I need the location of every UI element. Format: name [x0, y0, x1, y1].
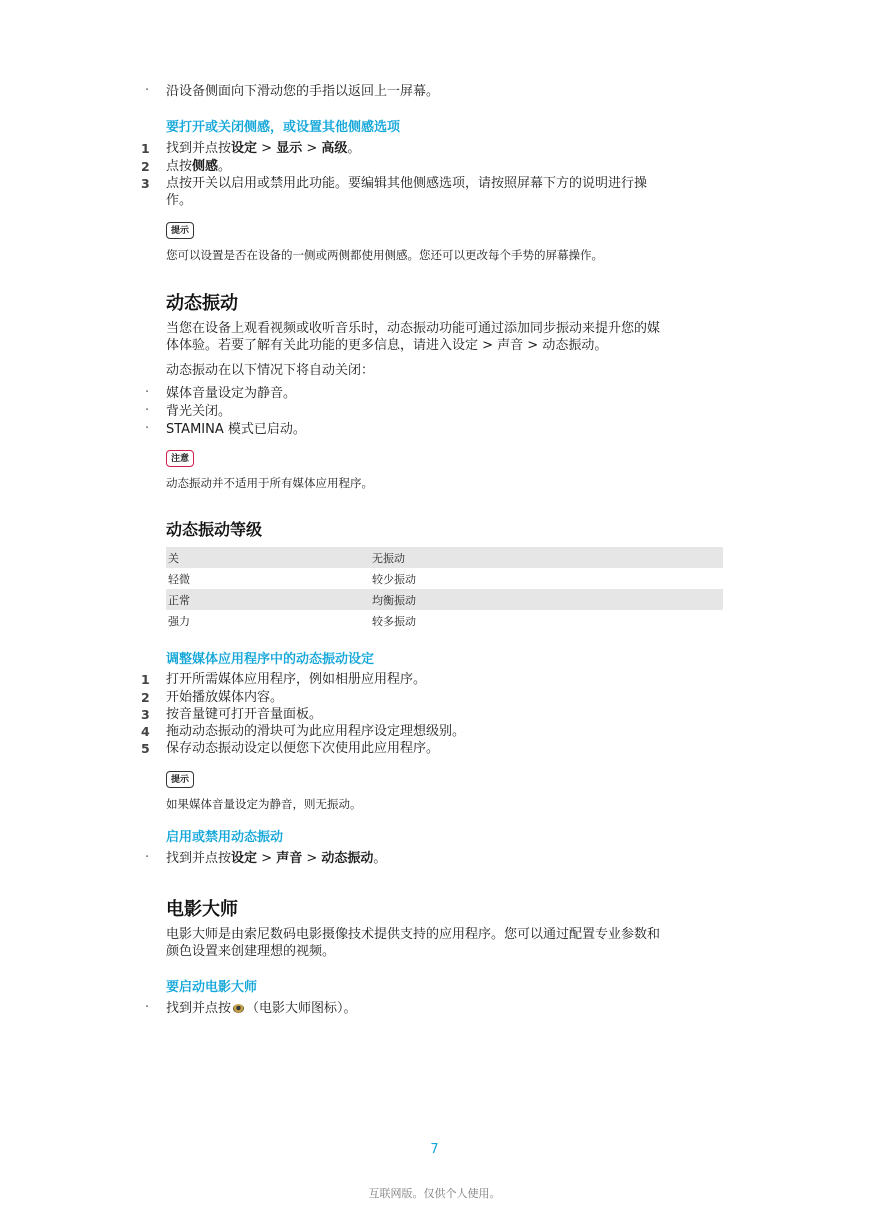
toggle-step: 找到并点按设定 > 声音 > 动态振动。 — [166, 851, 387, 866]
step-number: 4 — [141, 724, 150, 739]
side-sense-step-2: 点按侧感。 — [166, 159, 232, 174]
bullet-dot: · — [145, 850, 150, 865]
table-row — [166, 568, 723, 589]
level-cell: 轻微 — [168, 572, 190, 586]
step-number: 2 — [141, 159, 150, 174]
side-sense-step-1: 找到并点按设定 > 显示 > 高级。 — [166, 141, 361, 156]
vibration-tip-text: 如果媒体音量设定为静音，则无振动。 — [166, 797, 362, 811]
auto-off-item: 媒体音量设定为静音。 — [166, 386, 297, 401]
level-desc-cell: 较少振动 — [372, 572, 416, 586]
adjust-step: 按音量键可打开音量面板。 — [166, 707, 323, 722]
bullet-dot: · — [145, 403, 150, 418]
tip-badge: 提示 — [166, 222, 194, 239]
cinema-pro-para-line2: 颜色设置来创建理想的视频。 — [166, 944, 336, 959]
adjust-step: 拖动动态振动的滑块可为此应用程序设定理想级别。 — [166, 724, 466, 739]
adjust-subheading: 调整媒体应用程序中的动态振动设定 — [166, 652, 375, 667]
dynamic-vibration-para-line2: 体体验。若要了解有关此功能的更多信息，请进入设定 > 声音 > 动态振动。 — [166, 338, 608, 353]
level-desc-cell: 较多振动 — [372, 614, 416, 628]
bullet-dot: · — [145, 421, 150, 436]
side-sense-step-3-line2: 作。 — [166, 193, 193, 208]
adjust-step: 开始播放媒体内容。 — [166, 690, 284, 705]
cinema-pro-heading: 电影大师 — [166, 899, 238, 920]
note-text: 动态振动并不适用于所有媒体应用程序。 — [166, 476, 373, 490]
start-cinema-pro-subheading: 要启动电影大师 — [166, 980, 258, 995]
level-cell: 强力 — [168, 614, 190, 628]
page-footer: 互联网版。仅供个人使用。 — [368, 1187, 501, 1200]
table-row — [166, 547, 723, 568]
step-number: 2 — [141, 690, 150, 705]
auto-off-intro: 动态振动在以下情况下将自动关闭： — [166, 363, 375, 378]
bullet-dot: · — [145, 385, 150, 400]
side-sense-step-3-line1: 点按开关以启用或禁用此功能。要编辑其他侧感选项，请按照屏幕下方的说明进行操 — [166, 176, 648, 191]
gesture-instruction: 沿设备侧面向下滑动您的手指以返回上一屏幕。 — [166, 84, 440, 99]
adjust-step: 保存动态振动设定以便您下次使用此应用程序。 — [166, 741, 440, 756]
adjust-step: 打开所需媒体应用程序，例如相册应用程序。 — [166, 672, 427, 687]
dynamic-vibration-para-line1: 当您在设备上观看视频或收听音乐时，动态振动功能可通过添加同步振动来提升您的媒 — [166, 321, 661, 336]
level-desc-cell: 均衡振动 — [370, 589, 723, 610]
cinema-pro-icon — [233, 1004, 244, 1013]
table-row — [166, 610, 723, 631]
cinema-pro-para-line1: 电影大师是由索尼数码电影摄像技术提供支持的应用程序。您可以通过配置专业参数和 — [166, 927, 661, 942]
note-badge: 注意 — [166, 450, 194, 467]
step-number: 3 — [141, 176, 150, 191]
step-number: 1 — [141, 672, 150, 687]
bullet-dot: · — [145, 1000, 150, 1015]
step-number: 3 — [141, 707, 150, 722]
step-number: 5 — [141, 741, 150, 756]
vibration-levels-table — [166, 547, 723, 631]
side-sense-tip-text: 您可以设置是否在设备的一侧或两侧都使用侧感。您还可以更改每个手势的屏幕操作。 — [166, 248, 603, 262]
level-cell: 关 — [166, 547, 370, 568]
step-number: 1 — [141, 141, 150, 156]
bullet-dot: · — [145, 83, 150, 98]
page-number: 7 — [430, 1142, 439, 1157]
tip-badge: 提示 — [166, 771, 194, 788]
toggle-subheading: 启用或禁用动态振动 — [166, 830, 284, 845]
dynamic-vibration-heading: 动态振动 — [166, 293, 238, 314]
table-row — [166, 589, 723, 610]
auto-off-item: STAMINA 模式已启动。 — [166, 422, 306, 437]
auto-off-item: 背光关闭。 — [166, 404, 232, 419]
level-desc-cell: 无振动 — [370, 547, 723, 568]
level-cell: 正常 — [166, 589, 370, 610]
side-sense-subheading: 要打开或关闭侧感，或设置其他侧感选项 — [166, 120, 401, 135]
vibration-levels-heading: 动态振动等级 — [166, 520, 263, 539]
start-cinema-pro-step: 找到并点按 （电影大师图标）。 — [166, 1001, 357, 1016]
